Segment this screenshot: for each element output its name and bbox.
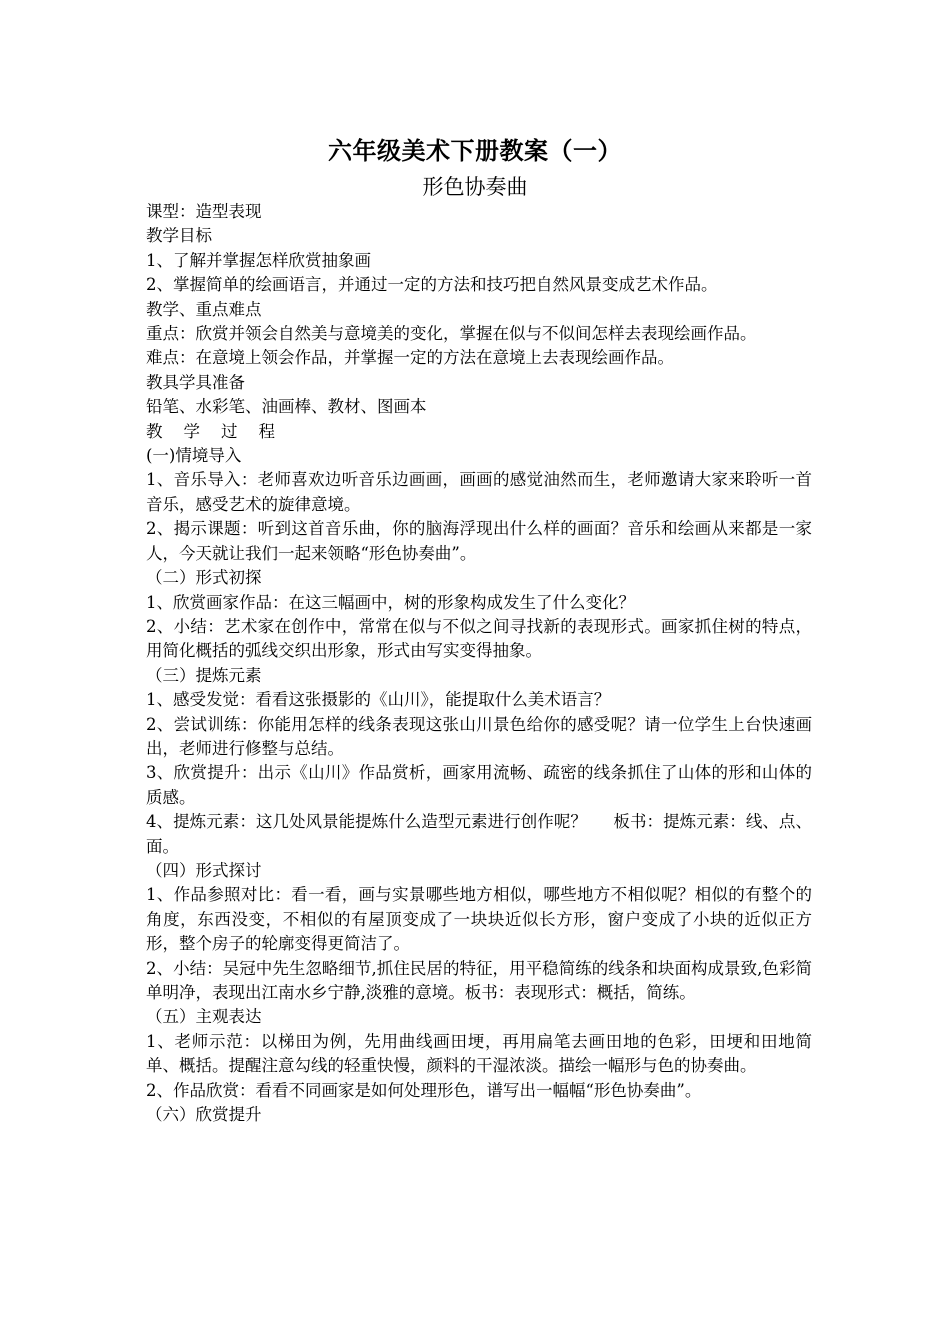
- paragraph: 2、作品欣赏：看看不同画家是如何处理形色，谱写出一幅幅“形色协奏曲”。: [146, 1080, 702, 1100]
- section-heading: 教学、重点难点: [146, 299, 262, 319]
- document-subtitle: 形色协奏曲: [422, 175, 528, 199]
- section-heading: 教具学具准备: [146, 372, 245, 392]
- paragraph: 1、作品参照对比：看一看，画与实景哪些地方相似，哪些地方不相似呢？相似的有整个的角度，东西没变，不相似的有屋顶变成了一块块近似长方形，窗户变成了小块的近似正方形，整个房子的轮廓变得更简洁了。: [146, 885, 812, 954]
- lesson-type: 课型：造型表现: [146, 202, 262, 221]
- paragraph: 2、掌握简单的绘画语言，并通过一定的方法和技巧把自然风景变成艺术作品。: [146, 275, 718, 295]
- paragraph: 1、欣赏画家作品：在这三幅画中，树的形象构成发生了什么变化？: [146, 592, 635, 612]
- paragraph: 2、尝试训练：你能用怎样的线条表现这张山川景色给你的感受呢？请一位学生上台快速画出，老师进行修整与总结。: [146, 714, 812, 758]
- paragraph: 3、欣赏提升：出示《山川》作品赏析，画家用流畅、疏密的线条抓住了山体的形和山体的质感。: [146, 763, 812, 807]
- section-heading: 教学目标: [146, 226, 212, 246]
- paragraph: 2、小结：吴冠中先生忽略细节,抓住民居的特征，用平稳简练的线条和块面构成景致,色彩简单明净，表现出江南水乡宁静,淡雅的意境。板书：表现形式：概括，简练。: [146, 958, 812, 1002]
- paragraph: 1、了解并掌握怎样欣赏抽象画: [146, 250, 371, 270]
- paragraph: 重点：欣赏并领会自然美与意境美的变化，掌握在似与不似间怎样去表现绘画作品。: [146, 324, 757, 344]
- paragraph: 4、提炼元素：这几处风景能提炼什么造型元素进行创作呢？ 板书：提炼元素：线、点、面。: [146, 812, 812, 856]
- paragraph: 铅笔、水彩笔、油画棒、教材、图画本: [146, 397, 427, 417]
- subsection-heading: （五）主观表达: [146, 1007, 262, 1027]
- subsection-heading: (一)情境导入: [146, 446, 242, 466]
- paragraph: 1、感受发觉：看看这张摄影的《山川》，能提取什么美术语言？: [146, 690, 611, 710]
- paragraph: 1、老师示范：以梯田为例，先用曲线画田埂，再用扁笔去画田地的色彩，田埂和田地简单、概括。提醒注意勾线的轻重快慢，颜料的干湿浓淡。描绘一幅形与色的协奏曲。: [146, 1031, 812, 1076]
- paragraph: 2、小结：艺术家在创作中，常常在似与不似之间寻找新的表现形式。画家抓住树的特点，用简化概括的弧线交织出形象，形式由写实变得抽象。: [146, 616, 812, 661]
- document-body: [146, 200, 812, 1127]
- paragraph: 1、音乐导入：老师喜欢边听音乐边画画，画画的感觉油然而生，老师邀请大家来聆听一首音乐，感受艺术的旋律意境。: [146, 470, 812, 514]
- subsection-heading: （二）形式初探: [146, 568, 262, 588]
- section-heading: 教 学 过 程: [146, 421, 275, 441]
- paragraph: 2、揭示课题：听到这首音乐曲，你的脑海浮现出什么样的画面？音乐和绘画从来都是一家人，今天就让我们一起来领略“形色协奏曲”。: [146, 519, 812, 563]
- subsection-heading: （六）欣赏提升: [146, 1105, 262, 1125]
- subsection-heading: （四）形式探讨: [146, 860, 262, 880]
- document-title: 六年级美术下册教案（一）: [328, 137, 622, 165]
- paragraph: 难点：在意境上领会作品，并掌握一定的方法在意境上去表现绘画作品。: [146, 348, 674, 368]
- subsection-heading: （三）提炼元素: [146, 665, 262, 685]
